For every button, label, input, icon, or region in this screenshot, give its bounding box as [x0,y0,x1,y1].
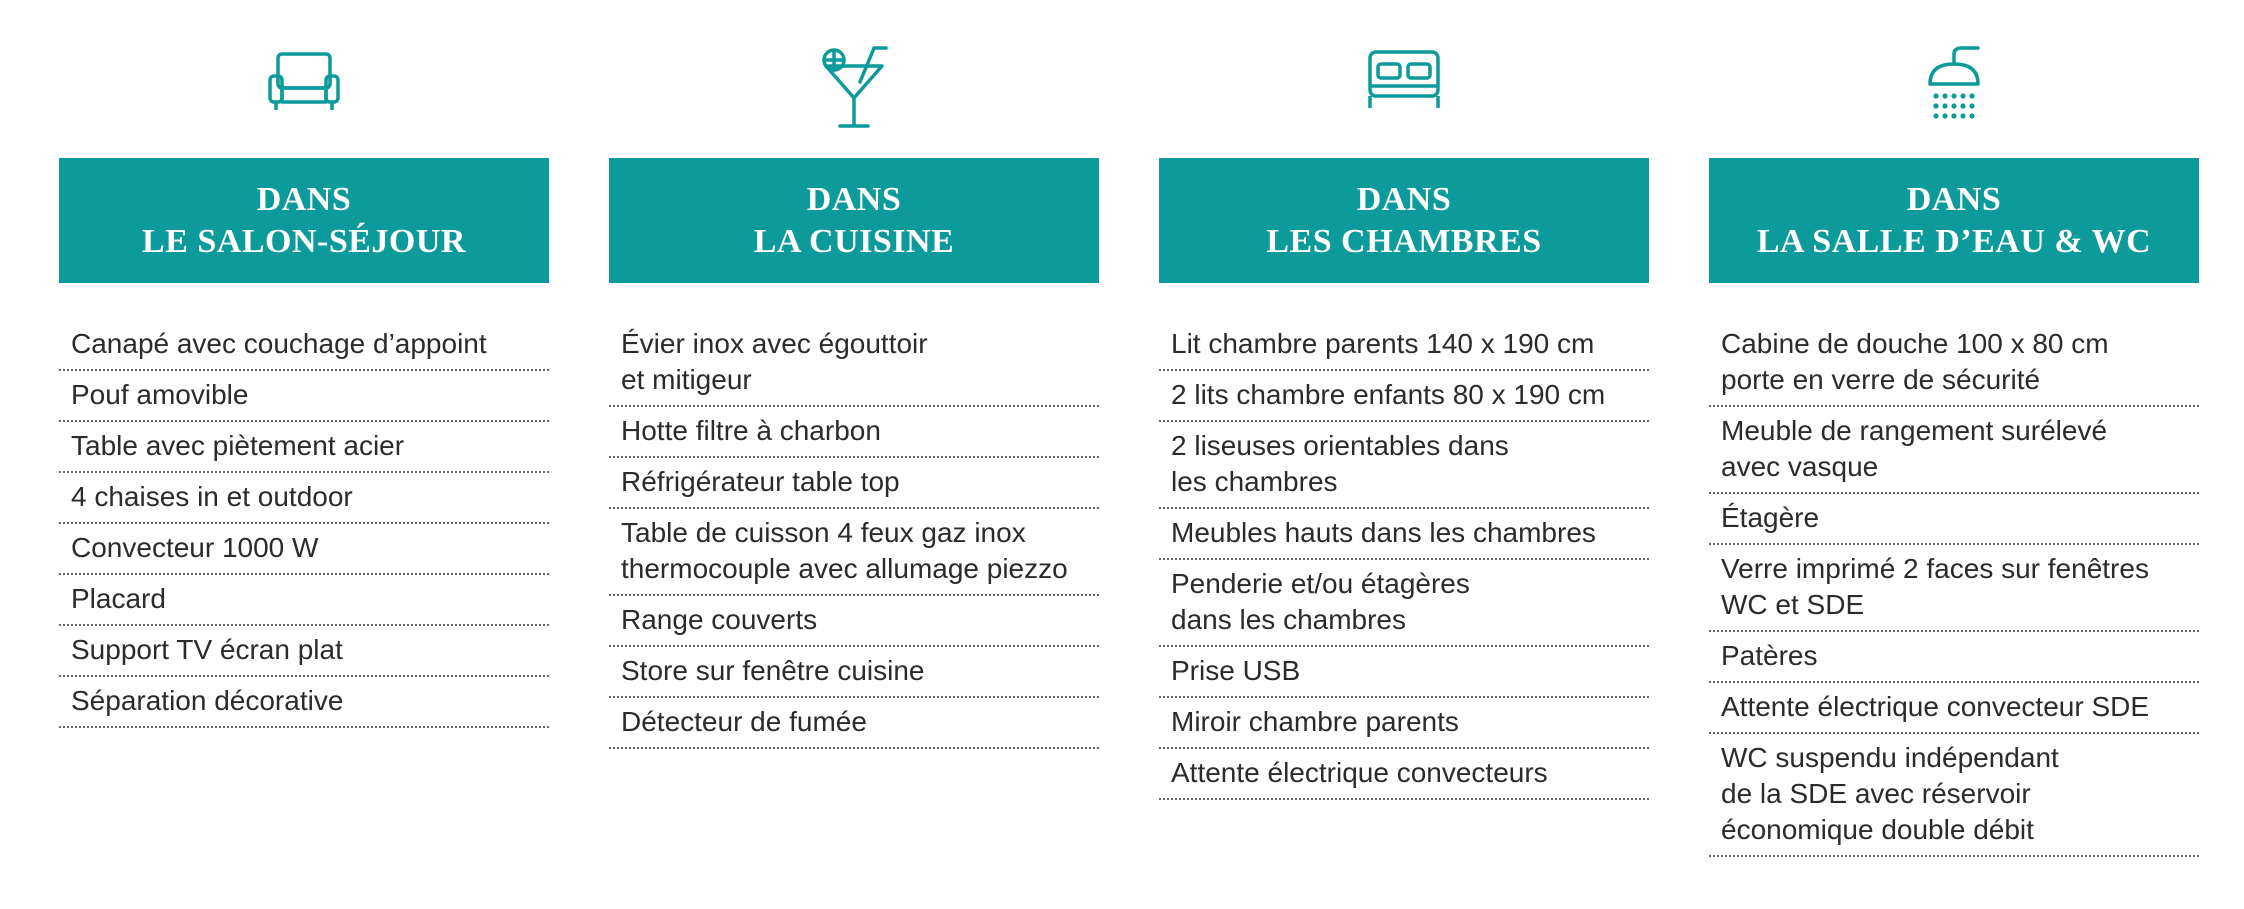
header-line-2: LA CUISINE [753,222,955,260]
list-item: Penderie et/ou étagères dans les chambres [1159,560,1649,647]
header-line-2: LES CHAMBRES [1266,222,1542,260]
header-line-2: LA SALLE D’EAU & WC [1756,222,2152,260]
list-item: Support TV écran plat [59,626,549,677]
list-item: Patères [1709,632,2199,683]
equipment-list [59,320,549,728]
shower-icon [1709,42,2199,142]
header-line-1: DANS [1906,180,2002,218]
equipment-list [609,320,1099,749]
bed-icon [1159,42,1649,142]
list-item: Table de cuisson 4 feux gaz inox thermocouple avec allumage piezzo [609,509,1099,596]
list-item: Évier inox avec égouttoir et mitigeur [609,320,1099,407]
list-item: 2 lits chambre enfants 80 x 190 cm [1159,371,1649,422]
equipment-list [1709,320,2199,857]
list-item: WC suspendu indépendant de la SDE avec réservoir économique double débit [1709,734,2199,857]
list-item: Détecteur de fumée [609,698,1099,749]
header-line-1: DANS [806,180,902,218]
equipment-list [1159,320,1649,800]
header-line-1: DANS [1356,180,1452,218]
list-item: Étagère [1709,494,2199,545]
list-item: Convecteur 1000 W [59,524,549,575]
list-item: Réfrigérateur table top [609,458,1099,509]
section-header [609,158,1099,283]
cocktail-icon [609,42,1099,142]
list-item: Séparation décorative [59,677,549,728]
list-item: Canapé avec couchage d’appoint [59,320,549,371]
list-item: Meubles hauts dans les chambres [1159,509,1649,560]
list-item: Pouf amovible [59,371,549,422]
list-item: Cabine de douche 100 x 80 cm porte en verre de sécurité [1709,320,2199,407]
list-item: Range couverts [609,596,1099,647]
list-item: Attente électrique convecteur SDE [1709,683,2199,734]
header-line-2: LE SALON-SÉJOUR [142,222,466,260]
list-item: Verre imprimé 2 faces sur fenêtres WC et SDE [1709,545,2199,632]
list-item: Attente électrique convecteurs [1159,749,1649,800]
list-item: 4 chaises in et outdoor [59,473,549,524]
sofa-icon [59,42,549,142]
list-item: Prise USB [1159,647,1649,698]
list-item: Store sur fenêtre cuisine [609,647,1099,698]
section-header [1159,158,1649,283]
list-item: Table avec piètement acier [59,422,549,473]
section-header [1709,158,2199,283]
list-item: Placard [59,575,549,626]
list-item: Hotte filtre à charbon [609,407,1099,458]
list-item: Lit chambre parents 140 x 190 cm [1159,320,1649,371]
header-line-1: DANS [256,180,352,218]
list-item: Miroir chambre parents [1159,698,1649,749]
section-header [59,158,549,283]
list-item: Meuble de rangement surélevé avec vasque [1709,407,2199,494]
list-item: 2 liseuses orientables dans les chambres [1159,422,1649,509]
